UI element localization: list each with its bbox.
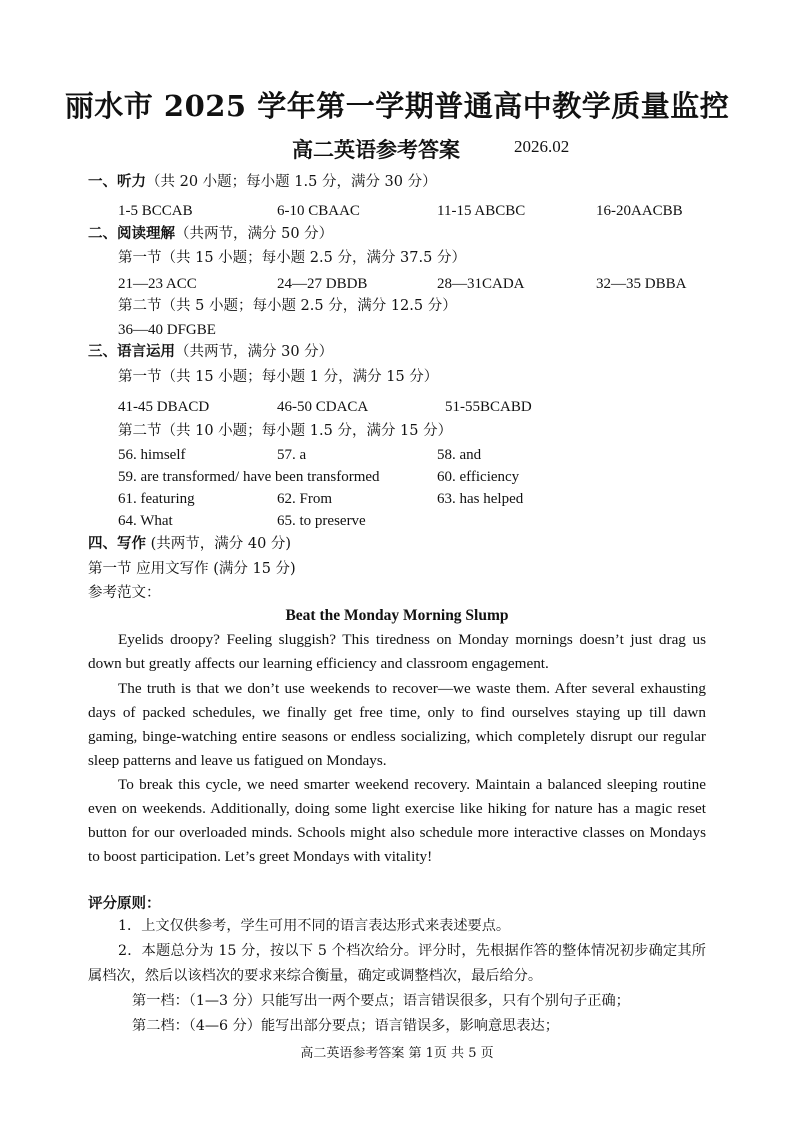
exam-date: 2026.02 — [514, 137, 570, 156]
answer-group: 6-10 CBAAC — [277, 203, 360, 219]
section-heading: 四、写作 — [88, 535, 146, 552]
part-label: 第一节 应用文写作 (满分 15 分) — [88, 561, 296, 577]
fill-answer: 59. are transformed/ have been transformed — [118, 469, 380, 485]
answer-group: 11-15 ABCBC — [437, 203, 526, 219]
fill-answer: 58. and — [437, 447, 482, 463]
essay-paragraph: Eyelids droopy? Feeling sluggish? This tiredness on Monday mornings doesn’t just drag us down but greatly affects our learning efficiency and classroom engagement. — [88, 631, 706, 672]
part-label: 第一节（共 15 小题；每小题 2.5 分，满分 37.5 分） — [118, 250, 466, 266]
grading-item: 1．上文仅供参考，学生可用不同的语言表达形式来表述要点。 — [118, 918, 511, 934]
fill-answer: 56. himself — [118, 447, 186, 463]
part-label: 第二节（共 10 小题；每小题 1.5 分，满分 15 分） — [118, 423, 453, 439]
fill-answer: 60. efficiency — [437, 469, 520, 485]
section-language-header — [88, 342, 333, 362]
answer-group: 32—35 DBBA — [596, 276, 687, 292]
page-title: 丽水市 2025 学年第一学期普通高中教学质量监控 — [64, 89, 730, 123]
grading-level: 第一档：（1—3 分）只能写出一两个要点；语言错误很多，只有个别句子正确； — [132, 993, 630, 1009]
section-note: （共两节，满分 30 分） — [175, 344, 334, 360]
section-note: （共两节，满分 50 分） — [175, 226, 334, 242]
part-label: 第二节（共 5 小题；每小题 2.5 分，满分 12.5 分） — [118, 298, 457, 314]
grading-title: 评分原则： — [88, 895, 161, 912]
answer-group: 51-55BCABD — [445, 399, 532, 415]
section-listening-header — [88, 172, 437, 192]
answer-group: 36—40 DFGBE — [118, 322, 216, 338]
answer-group: 46-50 CDACA — [277, 399, 369, 415]
fill-answer: 63. has helped — [437, 491, 524, 507]
answer-group: 16-20AACBB — [596, 203, 683, 219]
section-heading: 一、听力 — [88, 173, 146, 190]
fill-answer: 62. From — [277, 491, 333, 507]
essay-paragraph: The truth is that we don’t use weekends to recover—we waste them. After several exhausting days of packed schedules, we finally get free time, only to find ourselves staying up till dawn gaming, binge-watching entire seasons or endless socializing, which completely disrupt our regular sleep patterns and leave us fatigued on Mondays. — [88, 680, 706, 769]
essay-paragraph: To break this cycle, we need smarter weekend recovery. Maintain a balanced sleeping routine even on weekends. Additionally, doing some light exercise like hiking for nature has a magic reset button for our overloaded minds. Schools might also schedule more interactive classes on Mondays to boost participation. Let’s greet Mondays with vitality! — [88, 776, 706, 865]
essay-title: Beat the Monday Morning Slump — [285, 607, 509, 624]
answer-group: 28—31CADA — [437, 276, 525, 292]
answer-group: 1-5 BCCAB — [118, 203, 193, 219]
section-writing-header — [88, 534, 291, 554]
fill-answer: 65. to preserve — [277, 513, 366, 529]
section-note: (共两节，满分 40 分) — [146, 536, 292, 552]
section-reading-header — [88, 224, 333, 244]
grading-item: 2．本题总分为 15 分，按以下 5 个档次给分。评分时，先根据作答的整体情况初步确定其所属档次，然后以该档次的要求来综合衡量，确定或调整档次，最后给分。 — [88, 943, 706, 984]
grading-level: 第二档：（4—6 分）能写出部分要点；语言错误多，影响意思表达； — [132, 1018, 559, 1034]
fill-answer: 61. featuring — [118, 491, 195, 507]
answer-group: 21—23 ACC — [118, 276, 197, 292]
sample-label: 参考范文： — [88, 585, 161, 601]
section-heading: 二、阅读理解 — [88, 225, 175, 242]
fill-answer: 57. a — [277, 447, 307, 463]
section-heading: 三、语言运用 — [88, 343, 175, 360]
page-footer: 高二英语参考答案 第 1页 共 5 页 — [300, 1046, 494, 1061]
fill-answer: 64. What — [118, 513, 173, 529]
page-subtitle: 高二英语参考答案 — [292, 137, 460, 162]
section-note: （共 20 小题；每小题 1.5 分，满分 30 分） — [146, 174, 437, 190]
answer-group: 24—27 DBDB — [277, 276, 368, 292]
part-label: 第一节（共 15 小题；每小题 1 分，满分 15 分） — [118, 369, 439, 385]
answer-group: 41-45 DBACD — [118, 399, 210, 415]
